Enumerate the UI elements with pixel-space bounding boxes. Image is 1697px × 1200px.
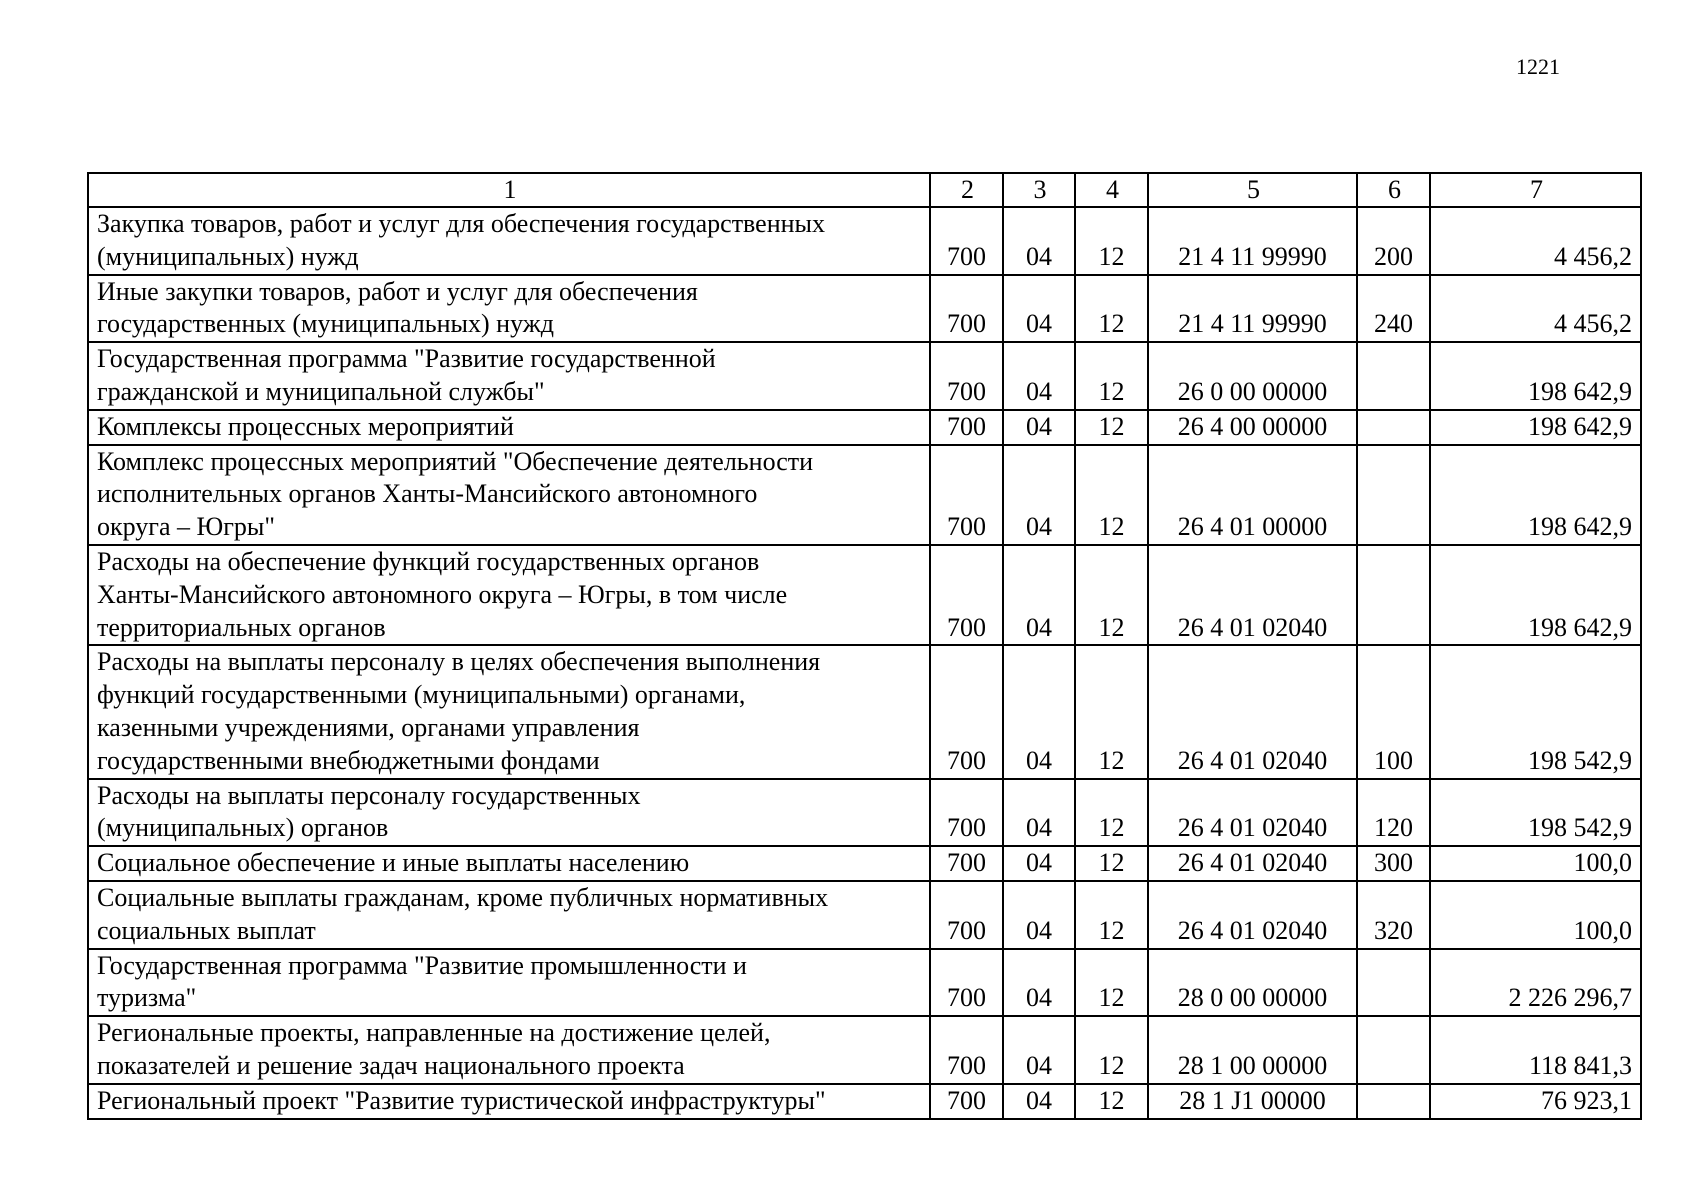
- amount-cell: 100,0: [1430, 881, 1641, 949]
- amount-cell: 118 841,3: [1430, 1016, 1641, 1084]
- item-name-line: Иные закупки товаров, работ и услуг для обеспечения: [97, 276, 698, 306]
- section-code-cell: 04: [1003, 881, 1075, 949]
- table-row: [88, 779, 1641, 847]
- item-name-line: Расходы на выплаты персоналу в целях обеспечения выполнения: [97, 647, 821, 677]
- ved-code-cell: 700: [930, 342, 1003, 410]
- expense-type-cell: [1357, 949, 1430, 1017]
- table-row: [88, 949, 1641, 1017]
- subsection-code-cell: 12: [1075, 207, 1148, 275]
- amount-cell: 198 642,9: [1430, 342, 1641, 410]
- subsection-code-cell: 12: [1075, 949, 1148, 1017]
- item-name-line: показателей и решение задач национального проекта: [97, 1050, 685, 1080]
- expense-type-cell: [1357, 1016, 1430, 1084]
- item-name-line: государственными внебюджетными фондами: [97, 745, 600, 775]
- subsection-code-cell: 12: [1075, 645, 1148, 778]
- subsection-code-cell: 12: [1075, 445, 1148, 545]
- target-article-cell: 26 4 01 02040: [1148, 645, 1357, 778]
- item-name-cell: [88, 881, 930, 949]
- header-cell: 2: [930, 173, 1003, 207]
- target-article-cell: 26 4 01 02040: [1148, 779, 1357, 847]
- item-name-cell: [88, 1016, 930, 1084]
- target-article-cell: 21 4 11 99990: [1148, 207, 1357, 275]
- table-header-row: [88, 173, 1641, 207]
- header-cell: 5: [1148, 173, 1357, 207]
- table-row: [88, 645, 1641, 778]
- section-code-cell: 04: [1003, 645, 1075, 778]
- item-name-line: (муниципальных) нужд: [97, 241, 359, 271]
- item-name-line: исполнительных органов Ханты-Мансийского автономного: [97, 479, 758, 509]
- item-name-cell: [88, 445, 930, 545]
- subsection-code-cell: 12: [1075, 342, 1148, 410]
- item-name-line: Социальное обеспечение и иные выплаты населению: [97, 848, 690, 878]
- expense-type-cell: 240: [1357, 275, 1430, 343]
- item-name-cell: [88, 207, 930, 275]
- item-name-cell: [88, 645, 930, 778]
- ved-code-cell: 700: [930, 1084, 1003, 1119]
- expense-type-cell: [1357, 1084, 1430, 1119]
- item-name-line: Социальные выплаты гражданам, кроме публичных нормативных: [97, 882, 829, 912]
- item-name-line: гражданской и муниципальной службы": [97, 376, 545, 406]
- target-article-cell: 26 4 01 02040: [1148, 545, 1357, 645]
- section-code-cell: 04: [1003, 445, 1075, 545]
- amount-cell: 198 642,9: [1430, 410, 1641, 445]
- amount-cell: 198 542,9: [1430, 779, 1641, 847]
- section-code-cell: 04: [1003, 779, 1075, 847]
- expense-type-cell: [1357, 410, 1430, 445]
- table-row: [88, 275, 1641, 343]
- item-name-line: казенными учреждениями, органами управления: [97, 712, 640, 742]
- item-name-line: социальных выплат: [97, 915, 316, 945]
- table-row: [88, 1084, 1641, 1119]
- expense-type-cell: 100: [1357, 645, 1430, 778]
- amount-cell: 198 642,9: [1430, 445, 1641, 545]
- subsection-code-cell: 12: [1075, 779, 1148, 847]
- item-name-line: (муниципальных) органов: [97, 813, 389, 843]
- item-name-line: Комплексы процессных мероприятий: [97, 411, 514, 441]
- ved-code-cell: 700: [930, 881, 1003, 949]
- target-article-cell: 28 1 J1 00000: [1148, 1084, 1357, 1119]
- page-number: 1221: [1516, 54, 1560, 79]
- item-name-line: государственных (муниципальных) нужд: [97, 309, 554, 339]
- header-cell: 7: [1430, 173, 1641, 207]
- table-row: [88, 881, 1641, 949]
- item-name-line: Комплекс процессных мероприятий "Обеспечение деятельности: [97, 446, 814, 476]
- ved-code-cell: 700: [930, 645, 1003, 778]
- amount-cell: 4 456,2: [1430, 275, 1641, 343]
- section-code-cell: 04: [1003, 545, 1075, 645]
- budget-table: [87, 172, 1642, 1120]
- expense-type-cell: [1357, 342, 1430, 410]
- item-name-line: функций государственными (муниципальными) органами,: [97, 680, 746, 710]
- expense-type-cell: 300: [1357, 846, 1430, 881]
- subsection-code-cell: 12: [1075, 545, 1148, 645]
- item-name-line: Закупка товаров, работ и услуг для обеспечения государственных: [97, 209, 826, 238]
- section-code-cell: 04: [1003, 1084, 1075, 1119]
- header-cell: 4: [1075, 173, 1148, 207]
- item-name-line: Расходы на обеспечение функций государственных органов: [97, 546, 760, 576]
- item-name-cell: [88, 846, 930, 881]
- item-name-cell: [88, 1084, 930, 1119]
- item-name-cell: [88, 949, 930, 1017]
- amount-cell: 100,0: [1430, 846, 1641, 881]
- table-row: [88, 342, 1641, 410]
- ved-code-cell: 700: [930, 1016, 1003, 1084]
- item-name-line: Ханты-Мансийского автономного округа – Югры, в том числе: [97, 579, 788, 609]
- item-name-line: Расходы на выплаты персоналу государственных: [97, 780, 641, 810]
- subsection-code-cell: 12: [1075, 275, 1148, 343]
- target-article-cell: 26 4 00 00000: [1148, 410, 1357, 445]
- target-article-cell: 26 4 01 02040: [1148, 881, 1357, 949]
- ved-code-cell: 700: [930, 846, 1003, 881]
- subsection-code-cell: 12: [1075, 846, 1148, 881]
- item-name-line: Государственная программа "Развитие промышленности и: [97, 950, 747, 980]
- section-code-cell: 04: [1003, 275, 1075, 343]
- subsection-code-cell: 12: [1075, 410, 1148, 445]
- section-code-cell: 04: [1003, 1016, 1075, 1084]
- table-row: [88, 410, 1641, 445]
- section-code-cell: 04: [1003, 342, 1075, 410]
- ved-code-cell: 700: [930, 410, 1003, 445]
- ved-code-cell: 700: [930, 207, 1003, 275]
- ved-code-cell: 700: [930, 545, 1003, 645]
- amount-cell: 2 226 296,7: [1430, 949, 1641, 1017]
- section-code-cell: 04: [1003, 846, 1075, 881]
- table-row: [88, 445, 1641, 545]
- item-name-cell: [88, 779, 930, 847]
- target-article-cell: 21 4 11 99990: [1148, 275, 1357, 343]
- header-cell: 3: [1003, 173, 1075, 207]
- table-row: [88, 846, 1641, 881]
- item-name-line: Региональный проект "Развитие туристической инфраструктуры": [97, 1085, 826, 1115]
- target-article-cell: 26 0 00 00000: [1148, 342, 1357, 410]
- target-article-cell: 26 4 01 00000: [1148, 445, 1357, 545]
- table-row: [88, 545, 1641, 645]
- amount-cell: 198 542,9: [1430, 645, 1641, 778]
- amount-cell: 76 923,1: [1430, 1084, 1641, 1119]
- item-name-line: Региональные проекты, направленные на достижение целей,: [97, 1018, 771, 1048]
- target-article-cell: 28 1 00 00000: [1148, 1016, 1357, 1084]
- section-code-cell: 04: [1003, 207, 1075, 275]
- expense-type-cell: 120: [1357, 779, 1430, 847]
- ved-code-cell: 700: [930, 779, 1003, 847]
- section-code-cell: 04: [1003, 949, 1075, 1017]
- item-name-line: округа – Югры": [97, 512, 275, 542]
- table-body: [88, 173, 1641, 1119]
- ved-code-cell: 700: [930, 445, 1003, 545]
- table-row: [88, 207, 1641, 275]
- expense-type-cell: [1357, 545, 1430, 645]
- subsection-code-cell: 12: [1075, 881, 1148, 949]
- item-name-cell: [88, 410, 930, 445]
- amount-cell: 4 456,2: [1430, 207, 1641, 275]
- section-code-cell: 04: [1003, 410, 1075, 445]
- target-article-cell: 26 4 01 02040: [1148, 846, 1357, 881]
- header-cell: 6: [1357, 173, 1430, 207]
- item-name-cell: [88, 545, 930, 645]
- ved-code-cell: 700: [930, 275, 1003, 343]
- table-row: [88, 1016, 1641, 1084]
- expense-type-cell: 320: [1357, 881, 1430, 949]
- subsection-code-cell: 12: [1075, 1016, 1148, 1084]
- header-cell: 1: [88, 173, 930, 207]
- amount-cell: 198 642,9: [1430, 545, 1641, 645]
- expense-type-cell: [1357, 445, 1430, 545]
- item-name-cell: [88, 275, 930, 343]
- item-name-line: Государственная программа "Развитие государственной: [97, 344, 716, 374]
- target-article-cell: 28 0 00 00000: [1148, 949, 1357, 1017]
- item-name-cell: [88, 342, 930, 410]
- item-name-line: туризма": [97, 983, 197, 1013]
- item-name-line: территориальных органов: [97, 612, 386, 642]
- ved-code-cell: 700: [930, 949, 1003, 1017]
- expense-type-cell: 200: [1357, 207, 1430, 275]
- subsection-code-cell: 12: [1075, 1084, 1148, 1119]
